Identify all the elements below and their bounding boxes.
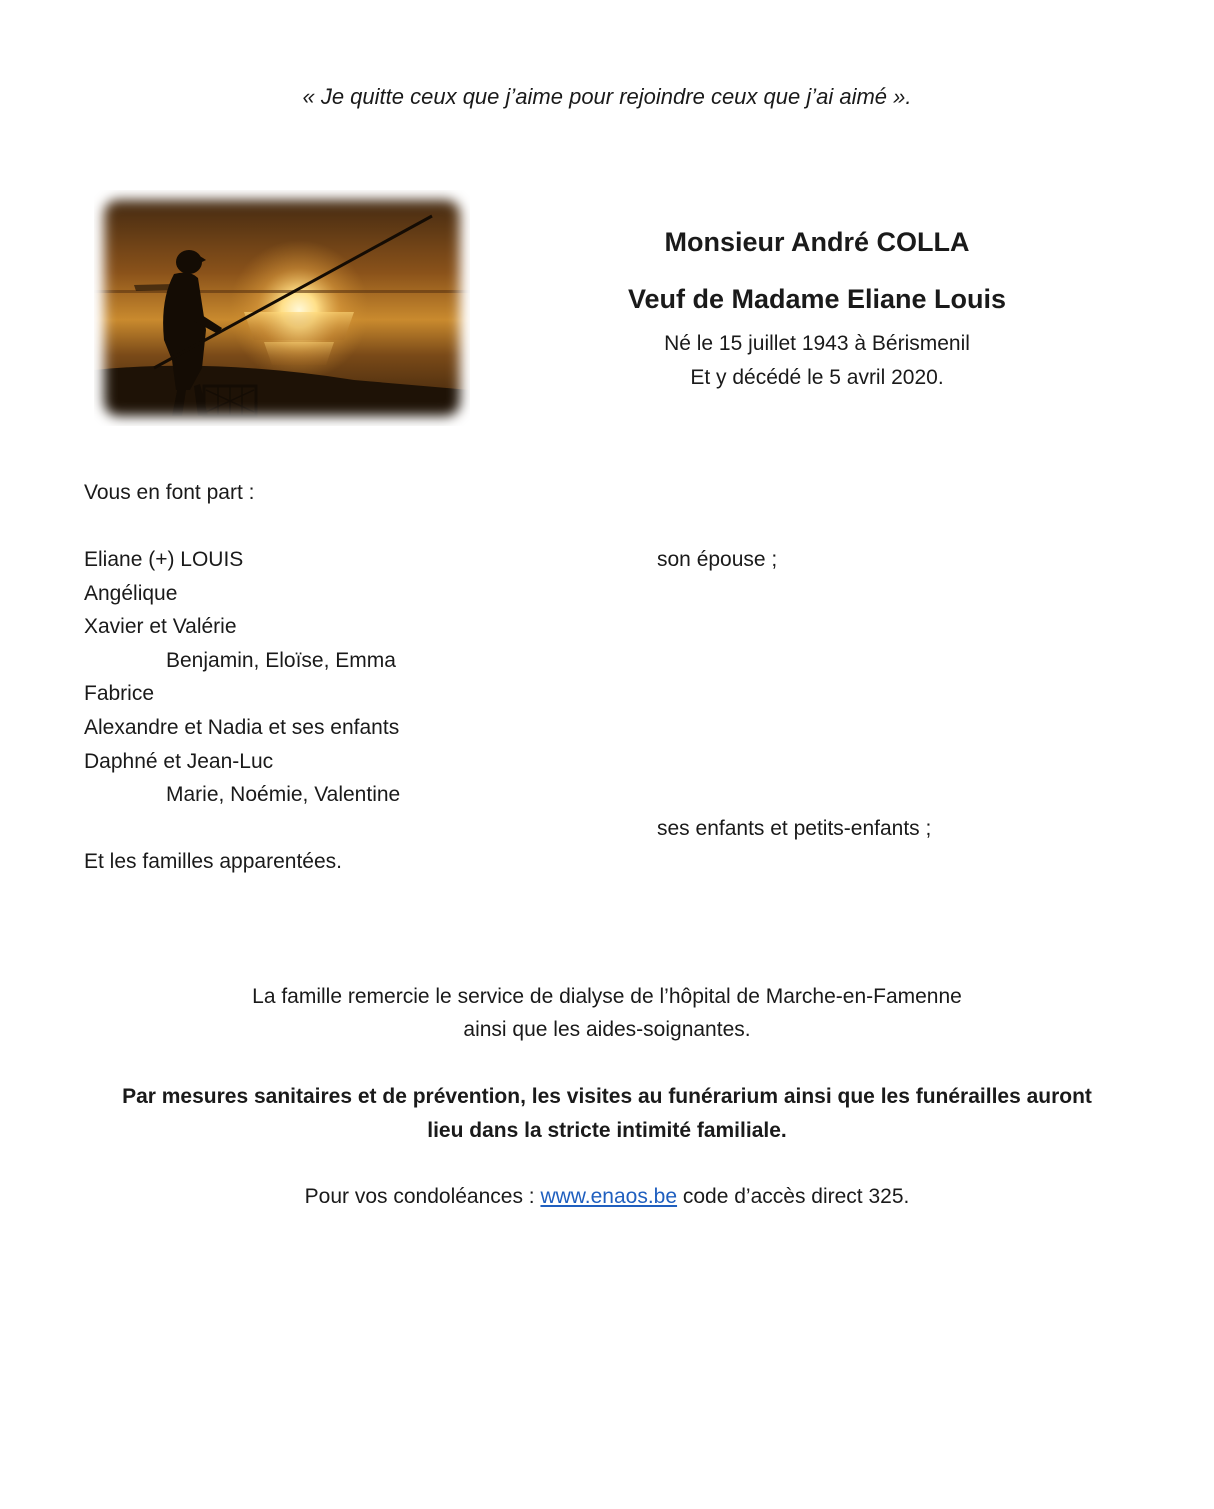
thanks-paragraph bbox=[0, 980, 1214, 1046]
condolences-line bbox=[0, 1180, 1214, 1214]
family-name: Et les familles apparentées. bbox=[84, 850, 342, 874]
family-name: Angélique bbox=[84, 581, 178, 605]
family-relation: ses enfants et petits-enfants ; bbox=[657, 816, 932, 840]
family-row bbox=[84, 644, 1084, 678]
thanks-line: ainsi que les aides-soignantes. bbox=[463, 1018, 751, 1041]
family-list bbox=[84, 543, 1084, 879]
deceased-header bbox=[617, 224, 1017, 395]
family-row bbox=[84, 778, 1084, 812]
announce-heading: Vous en font part : bbox=[84, 481, 255, 504]
widow-statement: Veuf de Madame Eliane Louis bbox=[627, 284, 1007, 314]
family-name: Alexandre et Nadia et ses enfants bbox=[84, 715, 400, 739]
death-line: Et y décédé le 5 avril 2020. bbox=[690, 366, 944, 389]
family-grandchildren: Marie, Noémie, Valentine bbox=[166, 783, 401, 807]
family-row bbox=[84, 543, 1084, 577]
family-name: Xavier et Valérie bbox=[84, 615, 237, 639]
family-row bbox=[84, 677, 1084, 711]
notice-line: Par mesures sanitaires et de prévention, les visites au funérarium ainsi que les funérailles auront bbox=[122, 1085, 1092, 1108]
family-name: Fabrice bbox=[84, 682, 155, 706]
sanitary-notice bbox=[84, 1080, 1130, 1148]
deceased-name: Monsieur André COLLA bbox=[664, 227, 970, 257]
enaos-link[interactable]: www.enaos.be bbox=[540, 1185, 678, 1208]
condolences-suffix: code d’accès direct 325. bbox=[677, 1185, 910, 1208]
family-row bbox=[84, 745, 1084, 779]
family-row bbox=[84, 577, 1084, 611]
family-grandchildren: Benjamin, Eloïse, Emma bbox=[166, 648, 396, 672]
fisherman-sunset-image bbox=[94, 190, 470, 426]
family-row bbox=[84, 812, 1084, 846]
notice-line: lieu dans la stricte intimité familiale. bbox=[427, 1119, 787, 1142]
birth-line: Né le 15 juillet 1943 à Bérismenil bbox=[664, 332, 970, 355]
family-row bbox=[84, 711, 1084, 745]
family-relation: son épouse ; bbox=[657, 548, 778, 571]
family-row bbox=[84, 610, 1084, 644]
family-row bbox=[84, 845, 1084, 879]
condolences-prefix: Pour vos condoléances : bbox=[304, 1185, 541, 1208]
family-name: Eliane (+) LOUIS bbox=[84, 548, 244, 571]
family-name: Daphné et Jean-Luc bbox=[84, 749, 274, 773]
epigraph-quote: « Je quitte ceux que j’aime pour rejoindre ceux que j’ai aimé ». bbox=[302, 84, 912, 109]
thanks-line: La famille remercie le service de dialyse de l’hôpital de Marche-en-Famenne bbox=[252, 985, 962, 1008]
